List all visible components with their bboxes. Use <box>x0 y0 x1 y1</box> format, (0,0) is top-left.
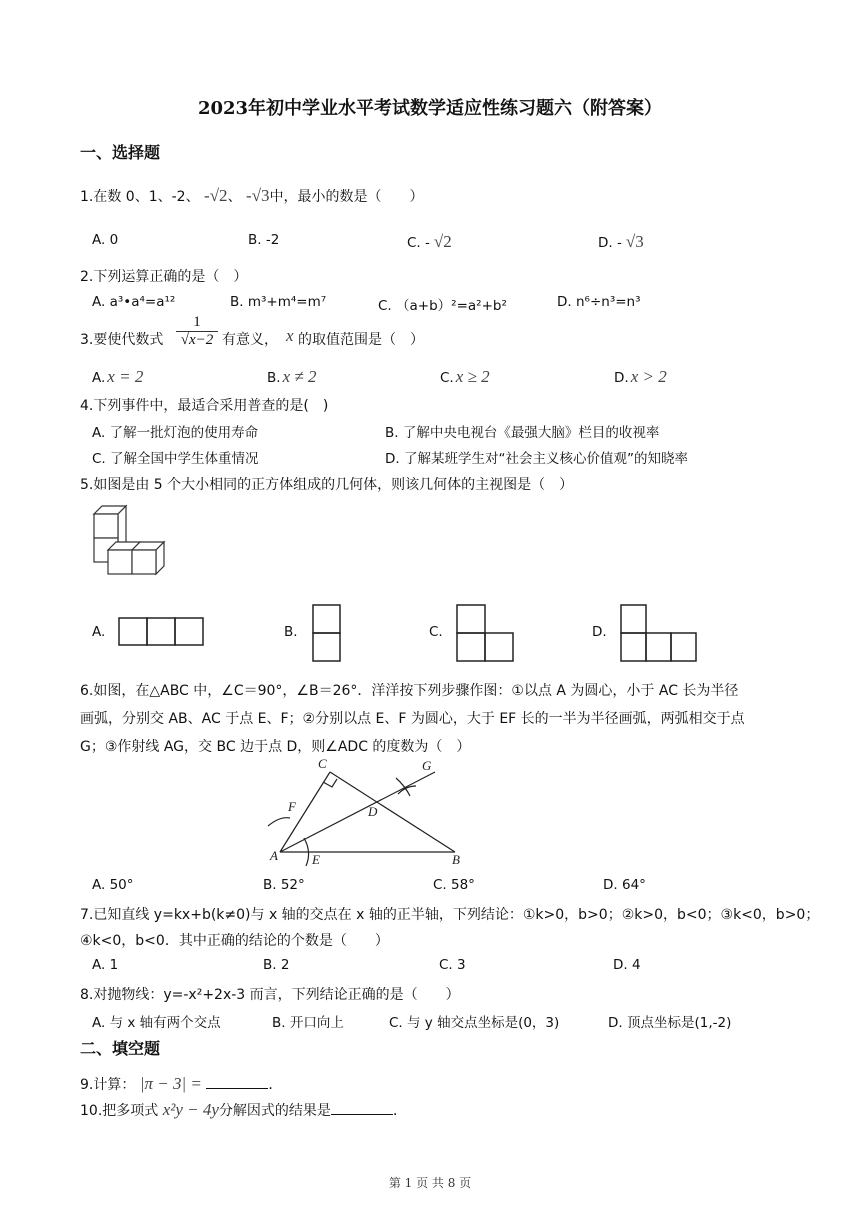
side-cb <box>330 772 455 852</box>
q5-option-c-figure[interactable] <box>456 604 514 662</box>
q1-option-a[interactable]: A. 0 <box>92 232 119 248</box>
page-footer: 第 1 页 共 8 页 <box>388 1176 472 1190</box>
q5-solid-figure <box>88 504 178 576</box>
q3-option-a-expr: x = 2 <box>107 367 144 386</box>
question-6-line-1: 6.如图，在△ABC 中，∠C＝90°，∠B＝26°．洋洋按下列步骤作图：①以点 A 为圆心，小于 AC 长为半径 <box>80 683 739 699</box>
question-4: 4.下列事件中，最适合采用普查的是( ) <box>80 398 329 414</box>
q3-prefix: 3.要使代数式 <box>80 332 164 348</box>
q1-option-d[interactable]: D. - √3 <box>598 232 644 251</box>
point-a: A <box>270 848 278 863</box>
q8-option-d[interactable]: D. 顶点坐标是(1,-2) <box>608 1015 732 1031</box>
q10-answer-blank[interactable] <box>331 1100 393 1115</box>
point-e: E <box>312 852 320 867</box>
page-title: 2023年初中学业水平考试数学适应性练习题六（附答案） <box>197 98 663 119</box>
q3-option-c-expr: x ≥ 2 <box>455 367 490 386</box>
q9-prefix: 9.计算： <box>80 1077 136 1093</box>
q6-triangle-figure <box>260 756 470 868</box>
question-9 <box>80 1074 282 1094</box>
q6-option-c[interactable]: C. 58° <box>433 877 475 893</box>
question-8: 8.对抛物线：y=-x²+2x-3 而言，下列结论正确的是（ ） <box>80 987 460 1003</box>
q7-option-a[interactable]: A. 1 <box>92 957 119 973</box>
point-g: G <box>422 758 432 773</box>
arc-f <box>268 818 290 826</box>
q10-prefix: 10.把多项式 <box>80 1103 159 1119</box>
q6-option-d[interactable]: D. 64° <box>603 877 646 893</box>
point-b: B <box>452 852 460 867</box>
ray-ag <box>280 772 435 852</box>
q7-option-c[interactable]: C. 3 <box>439 957 466 973</box>
q9-answer-blank[interactable] <box>206 1074 268 1089</box>
q3-fraction <box>176 314 218 349</box>
question-2: 2.下列运算正确的是（ ） <box>80 269 248 285</box>
q1-option-b[interactable]: B. -2 <box>248 232 280 248</box>
q7-option-d[interactable]: D. 4 <box>613 957 641 973</box>
q1-neg-sqrt2: -√2 <box>204 186 228 205</box>
q4-option-a[interactable]: A. 了解一批灯泡的使用寿命 <box>92 425 259 441</box>
q4-option-b[interactable]: B. 了解中央电视台《最强大脑》栏目的收视率 <box>385 425 660 441</box>
point-f: F <box>288 799 296 814</box>
q3-frac-den: √x−2 <box>176 331 218 349</box>
q3-option-c[interactable]: C. x ≥ 2 <box>440 367 490 386</box>
q1-option-d-root: √3 <box>625 232 644 251</box>
q4-option-d[interactable]: D. 了解某班学生对“社会主义核心价值观”的知晓率 <box>385 451 688 467</box>
q2-option-a[interactable]: A. a³•a⁴=a¹² <box>92 294 176 310</box>
q3-frac-num: 1 <box>193 314 201 330</box>
q5-option-b-label[interactable]: B. <box>284 624 298 640</box>
q1-neg-sqrt3: -√3 <box>246 186 270 205</box>
q9-expr: |π − 3| = <box>139 1074 202 1093</box>
q1-sep: 、 <box>227 189 242 205</box>
q2-option-b[interactable]: B. m³+m⁴=m⁷ <box>230 294 327 310</box>
q5-option-d-label[interactable]: D. <box>592 624 607 640</box>
point-c: C <box>318 756 327 771</box>
q1-prefix: 1.在数 0、1、-2、 <box>80 189 200 205</box>
q6-option-a[interactable]: A. 50° <box>92 877 134 893</box>
q1-option-c-root: √2 <box>433 232 452 251</box>
q10-end: ． <box>392 1103 407 1119</box>
point-d: D <box>368 804 378 819</box>
q8-option-c[interactable]: C. 与 y 轴交点坐标是(0，3) <box>389 1015 560 1031</box>
q9-suffix: ． <box>268 1077 283 1093</box>
q3-option-b[interactable]: B. x ≠ 2 <box>267 367 317 386</box>
section-heading-choice: 一、选择题 <box>80 143 161 162</box>
question-6-line-2: 画弧，分别交 AB、AC 于点 E、F；②分别以点 E、F 为圆心，大于 EF 长的一半为半径画弧，两弧相交于点 <box>80 711 745 727</box>
question-7-line-2: ④k<0，b<0．其中正确的结论的个数是（ ） <box>80 933 389 949</box>
question-6-line-3: G；③作射线 AG，交 BC 边于点 D，则∠ADC 的度数为（ ） <box>80 739 471 755</box>
q10-expr: x²y − 4y <box>162 1100 219 1119</box>
q7-option-b[interactable]: B. 2 <box>263 957 290 973</box>
q2-option-d[interactable]: D. n⁶÷n³=n³ <box>557 294 641 310</box>
question-7-line-1: 7.已知直线 y=kx+b(k≠0)与 x 轴的交点在 x 轴的正半轴，下列结论：①k>0，b>0；②k>0，b<0；③k<0，b>0； <box>80 907 820 923</box>
q5-option-d-figure[interactable] <box>620 604 698 662</box>
question-1 <box>80 186 424 206</box>
q5-option-b-figure[interactable] <box>312 604 342 662</box>
q5-option-a-label[interactable]: A. <box>92 624 106 640</box>
q8-option-a[interactable]: A. 与 x 轴有两个交点 <box>92 1015 221 1031</box>
q1-option-c[interactable]: C. - √2 <box>407 232 452 251</box>
question-5: 5.如图是由 5 个大小相同的正方体组成的几何体，则该几何体的主视图是（ ） <box>80 477 574 493</box>
q3-option-d[interactable]: D. x > 2 <box>614 367 667 386</box>
q3-option-b-expr: x ≠ 2 <box>282 367 317 386</box>
q3-option-d-expr: x > 2 <box>630 367 667 386</box>
q3-mid: 有意义， <box>222 332 278 348</box>
q1-suffix: 中，最小的数是（ ） <box>269 189 424 205</box>
q5-option-a-figure[interactable] <box>118 617 204 647</box>
q8-option-b[interactable]: B. 开口向上 <box>272 1015 344 1031</box>
question-10 <box>80 1100 407 1120</box>
q3-suffix: 的取值范围是（ ） <box>298 332 424 348</box>
q5-option-c-label[interactable]: C. <box>429 624 443 640</box>
q3-option-a[interactable]: A. x = 2 <box>92 367 144 386</box>
q2-option-c[interactable]: C. （a+b）²=a²+b² <box>378 298 507 314</box>
section-heading-fill: 二、填空题 <box>80 1039 161 1058</box>
q6-option-b[interactable]: B. 52° <box>263 877 305 893</box>
q4-option-c[interactable]: C. 了解全国中学生体重情况 <box>92 451 259 467</box>
q10-suffix: 分解因式的结果是 <box>218 1103 331 1119</box>
q3-var: x <box>286 326 294 345</box>
